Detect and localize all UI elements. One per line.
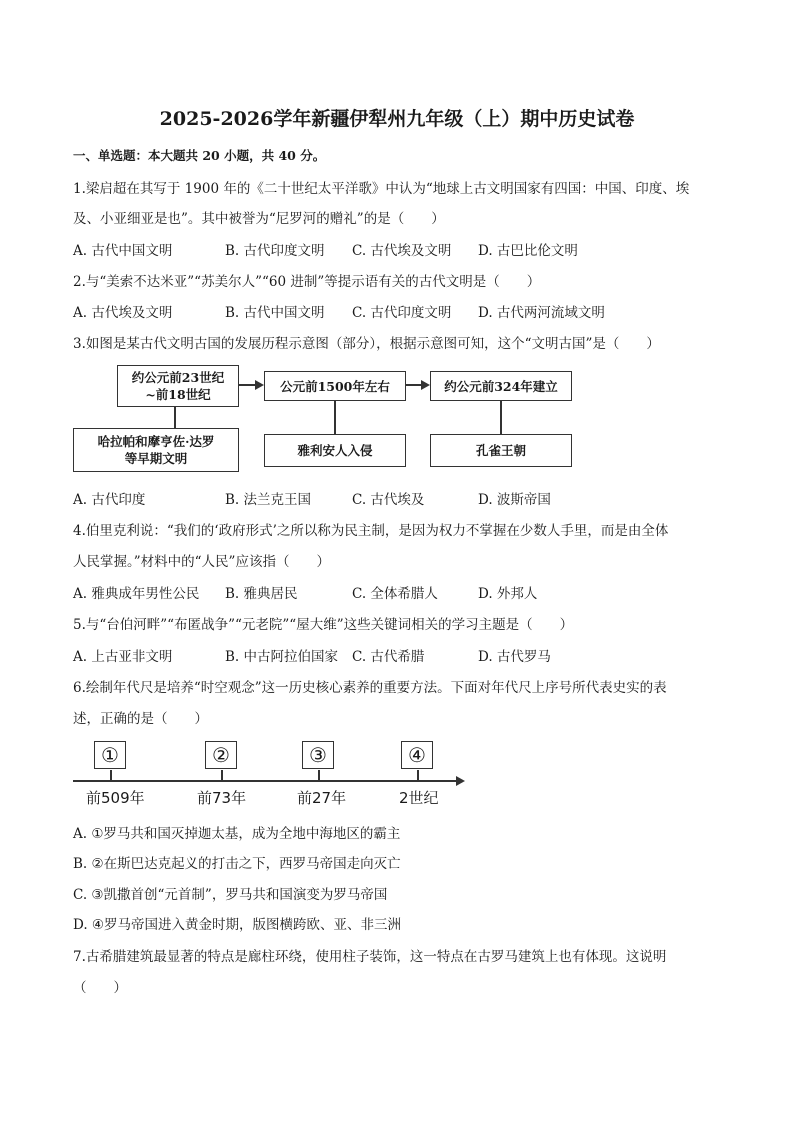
- q4-option-a[interactable]: A. 雅典成年男性公民: [73, 586, 200, 602]
- flow-box-harappa: 哈拉帕和摩亨佐·达罗 等早期文明: [73, 428, 239, 472]
- q2-option-b[interactable]: B. 古代中国文明: [225, 305, 325, 321]
- q6-option-a[interactable]: A. ①罗马共和国灭掉迦太基，成为全地中海地区的霸主: [73, 826, 401, 842]
- timeline-arrowhead: [456, 776, 465, 786]
- timeline-label-1: 前509年: [86, 789, 145, 807]
- q6-option-b[interactable]: B. ②在斯巴达克起义的打击之下，西罗马帝国走向灭亡: [73, 856, 401, 872]
- section-heading: 一、单选题：本大题共 20 小题，共 40 分。: [73, 148, 326, 163]
- q2-option-d[interactable]: D. 古代两河流域文明: [478, 305, 605, 321]
- q4-option-b[interactable]: B. 雅典居民: [225, 586, 298, 602]
- q1-option-c[interactable]: C. 古代埃及文明: [352, 243, 452, 259]
- q2-option-a[interactable]: A. 古代埃及文明: [73, 305, 173, 321]
- timeline-mark-4: ④: [401, 741, 433, 769]
- question-5-text: 5.与“台伯河畔”“布匿战争”“元老院”“屋大维”这些关键词相关的学习主题是（ ）: [73, 617, 574, 633]
- question-1-text-cont: 及、小亚细亚是也”。其中被誉为“尼罗河的赠礼”的是（ ）: [73, 211, 445, 227]
- timeline-label-2: 前73年: [197, 789, 247, 807]
- flow-arrow-line-2: [405, 384, 422, 386]
- timeline-mark-1: ①: [94, 741, 126, 769]
- question-7-text: 7.古希腊建筑最显著的特点是廊柱环绕，使用柱子装饰，这一特点在古罗马建筑上也有体现。这说明: [73, 949, 667, 965]
- question-1-text: 1.梁启超在其写于 1900 年的《二十世纪太平洋歌》中认为“地球上古文明国家有四国：中国、印度、埃: [73, 181, 690, 197]
- question-7-text-cont: （ ）: [73, 980, 127, 996]
- question-3-text: 3.如图是某古代文明古国的发展历程示意图（部分），根据示意图可知，这个“文明古国”是（ ）: [73, 336, 660, 352]
- flow-connector-2: [334, 401, 336, 434]
- flow-arrowhead-1: [255, 380, 264, 390]
- q1-option-b[interactable]: B. 古代印度文明: [225, 243, 325, 259]
- flow-arrowhead-2: [421, 380, 430, 390]
- q3-option-a[interactable]: A. 古代印度: [73, 492, 146, 508]
- question-2-text: 2.与“美索不达米亚”“苏美尔人”“60 进制”等提示语有关的古代文明是（ ）: [73, 274, 541, 290]
- question-6-text-cont: 述，正确的是（ ）: [73, 711, 208, 727]
- flow-connector-1: [174, 407, 176, 428]
- flow-box-1500bc: 公元前1500年左右: [264, 371, 406, 401]
- flow-box-maurya: 孔雀王朝: [430, 434, 572, 467]
- q4-option-d[interactable]: D. 外邦人: [478, 586, 538, 602]
- q5-option-a[interactable]: A. 上古亚非文明: [73, 649, 173, 665]
- q5-option-d[interactable]: D. 古代罗马: [478, 649, 551, 665]
- flow-box-early-period: 约公元前23世纪 ~前18世纪: [117, 365, 239, 407]
- flow-connector-3: [500, 401, 502, 434]
- q3-option-d[interactable]: D. 波斯帝国: [478, 492, 551, 508]
- timeline-axis: [73, 780, 458, 782]
- flow-box-324bc: 约公元前324年建立: [430, 371, 572, 401]
- question-4-text: 4.伯里克利说：“我们的‘政府形式’之所以称为民主制，是因为权力不掌握在少数人手里，而是由全体: [73, 523, 669, 539]
- q5-option-c[interactable]: C. 古代希腊: [352, 649, 425, 665]
- timeline-mark-3: ③: [302, 741, 334, 769]
- q1-option-d[interactable]: D. 古巴比伦文明: [478, 243, 578, 259]
- q3-option-b[interactable]: B. 法兰克王国: [225, 492, 312, 508]
- q3-option-c[interactable]: C. 古代埃及: [352, 492, 425, 508]
- flow-arrow-line-1: [239, 384, 256, 386]
- question-6-text: 6.绘制年代尺是培养“时空观念”这一历史核心素养的重要方法。下面对年代尺上序号所代表史实的表: [73, 680, 667, 696]
- timeline-mark-2: ②: [205, 741, 237, 769]
- q5-option-b[interactable]: B. 中古阿拉伯国家: [225, 649, 339, 665]
- q6-option-c[interactable]: C. ③凯撒首创“元首制”，罗马共和国演变为罗马帝国: [73, 887, 388, 903]
- timeline-label-3: 前27年: [297, 789, 347, 807]
- q1-option-a[interactable]: A. 古代中国文明: [73, 243, 173, 259]
- timeline-label-4: 2世纪: [399, 789, 439, 807]
- flow-box-aryan-invasion: 雅利安人入侵: [264, 434, 406, 467]
- q6-option-d[interactable]: D. ④罗马帝国进入黄金时期，版图横跨欧、亚、非三洲: [73, 917, 402, 933]
- exam-title: 2025-2026学年新疆伊犁州九年级（上）期中历史试卷: [159, 108, 635, 130]
- q4-option-c[interactable]: C. 全体希腊人: [352, 586, 438, 602]
- question-4-text-cont: 人民掌握。”材料中的“人民”应该指（ ）: [73, 554, 330, 570]
- q2-option-c[interactable]: C. 古代印度文明: [352, 305, 452, 321]
